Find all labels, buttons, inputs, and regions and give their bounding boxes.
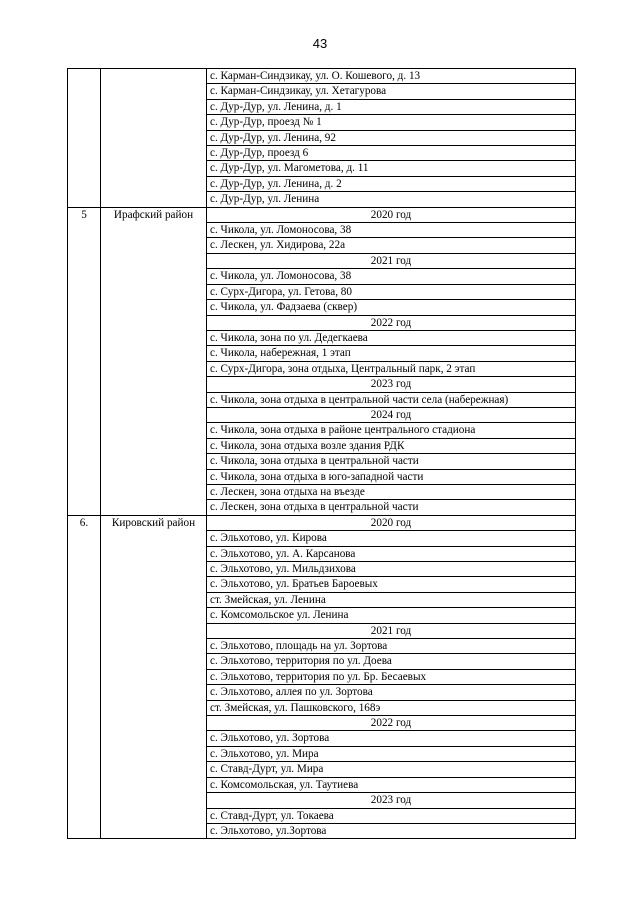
address-cell: с. Эльхотово, аллея по ул. Зортова — [207, 685, 576, 700]
district-name-cell: Кировский район — [101, 515, 207, 839]
address-cell: с. Эльхотово, территория по ул. Доева — [207, 654, 576, 669]
address-cell: с. Сурх-Дигора, ул. Гетова, 80 — [207, 284, 576, 299]
address-cell: с. Эльхотово, ул. Братьев Бароевых — [207, 577, 576, 592]
page-number: 43 — [312, 36, 328, 51]
table-row — [68, 69, 576, 84]
district-name-cell: Ирафский район — [101, 207, 207, 515]
address-cell: с. Дур-Дур, ул. Ленина, д. 2 — [207, 176, 576, 191]
address-cell: с. Чикола, зона отдыха в районе центрального стадиона — [207, 423, 576, 438]
year-cell: 2023 год — [207, 377, 576, 392]
address-cell: с. Дур-Дур, ул. Ленина, д. 1 — [207, 99, 576, 114]
address-cell: с. Чикола, зона по ул. Дедегкаева — [207, 330, 576, 345]
address-cell: с. Карман-Синдзикау, ул. Хетагурова — [207, 84, 576, 99]
address-cell: с. Дур-Дур, проезд № 1 — [207, 115, 576, 130]
address-cell: с. Чикола, зона отдыха в юго-западной части — [207, 469, 576, 484]
year-cell: 2023 год — [207, 793, 576, 808]
row-number-cell — [68, 69, 101, 208]
year-cell: 2021 год — [207, 623, 576, 638]
address-cell: с. Лескен, зона отдыха на въезде — [207, 484, 576, 499]
district-name-cell — [101, 69, 207, 208]
address-cell: с. Эльхотово, ул. Зортова — [207, 731, 576, 746]
year-cell: 2021 год — [207, 253, 576, 268]
address-cell: ст. Змейская, ул. Пашковского, 168э — [207, 700, 576, 715]
address-cell: с. Чикола, зона отдыха в центральной части села (набережная) — [207, 392, 576, 407]
address-cell: с. Дур-Дур, ул. Ленина — [207, 192, 576, 207]
address-cell: с. Чикола, ул. Фадзаева (сквер) — [207, 300, 576, 315]
year-cell: 2022 год — [207, 315, 576, 330]
address-cell: с. Ставд-Дурт, ул. Мира — [207, 762, 576, 777]
year-row — [68, 515, 576, 530]
address-cell: ст. Змейская, ул. Ленина — [207, 592, 576, 607]
address-cell: с. Эльхотово, ул. Мира — [207, 746, 576, 761]
row-number-cell: 5 — [68, 207, 101, 515]
address-cell: с. Эльхотово, площадь на ул. Зортова — [207, 639, 576, 654]
address-cell: с. Эльхотово, ул. Кирова — [207, 531, 576, 546]
address-cell: с. Комсомольское ул. Ленина — [207, 608, 576, 623]
address-cell: с. Чикола, зона отдыха в центральной части — [207, 454, 576, 469]
address-cell: с. Чикола, набережная, 1 этап — [207, 346, 576, 361]
address-cell: с. Дур-Дур, проезд 6 — [207, 146, 576, 161]
address-cell: с. Чикола, зона отдыха возле здания РДК — [207, 438, 576, 453]
address-cell: с. Карман-Синдзикау, ул. О. Кошевого, д. 13 — [207, 69, 576, 84]
address-cell: с. Эльхотово, ул. Мильдзихова — [207, 562, 576, 577]
year-cell: 2024 год — [207, 407, 576, 422]
address-cell: с. Комсомольская, ул. Таутиева — [207, 777, 576, 792]
address-cell: с. Чикола, ул. Ломоносова, 38 — [207, 269, 576, 284]
year-cell: 2022 год — [207, 716, 576, 731]
year-row — [68, 207, 576, 222]
address-cell: с. Эльхотово, ул.Зортова — [207, 823, 576, 838]
address-cell: с. Сурх-Дигора, зона отдыха, Центральный парк, 2 этап — [207, 361, 576, 376]
year-cell: 2020 год — [207, 515, 576, 530]
year-cell: 2020 год — [207, 207, 576, 222]
address-cell: с. Ставд-Дурт, ул. Токаева — [207, 808, 576, 823]
address-cell: с. Дур-Дур, ул. Ленина, 92 — [207, 130, 576, 145]
districts-table — [67, 68, 576, 839]
address-cell: с. Эльхотово, территория по ул. Бр. Бесаевых — [207, 669, 576, 684]
address-cell: с. Лескен, зона отдыха в центральной части — [207, 500, 576, 515]
address-cell: с. Чикола, ул. Ломоносова, 38 — [207, 223, 576, 238]
address-cell: с. Лескен, ул. Хидирова, 22а — [207, 238, 576, 253]
address-cell: с. Дур-Дур, ул. Магометова, д. 11 — [207, 161, 576, 176]
row-number-cell: 6. — [68, 515, 101, 839]
address-cell: с. Эльхотово, ул. А. Карсанова — [207, 546, 576, 561]
